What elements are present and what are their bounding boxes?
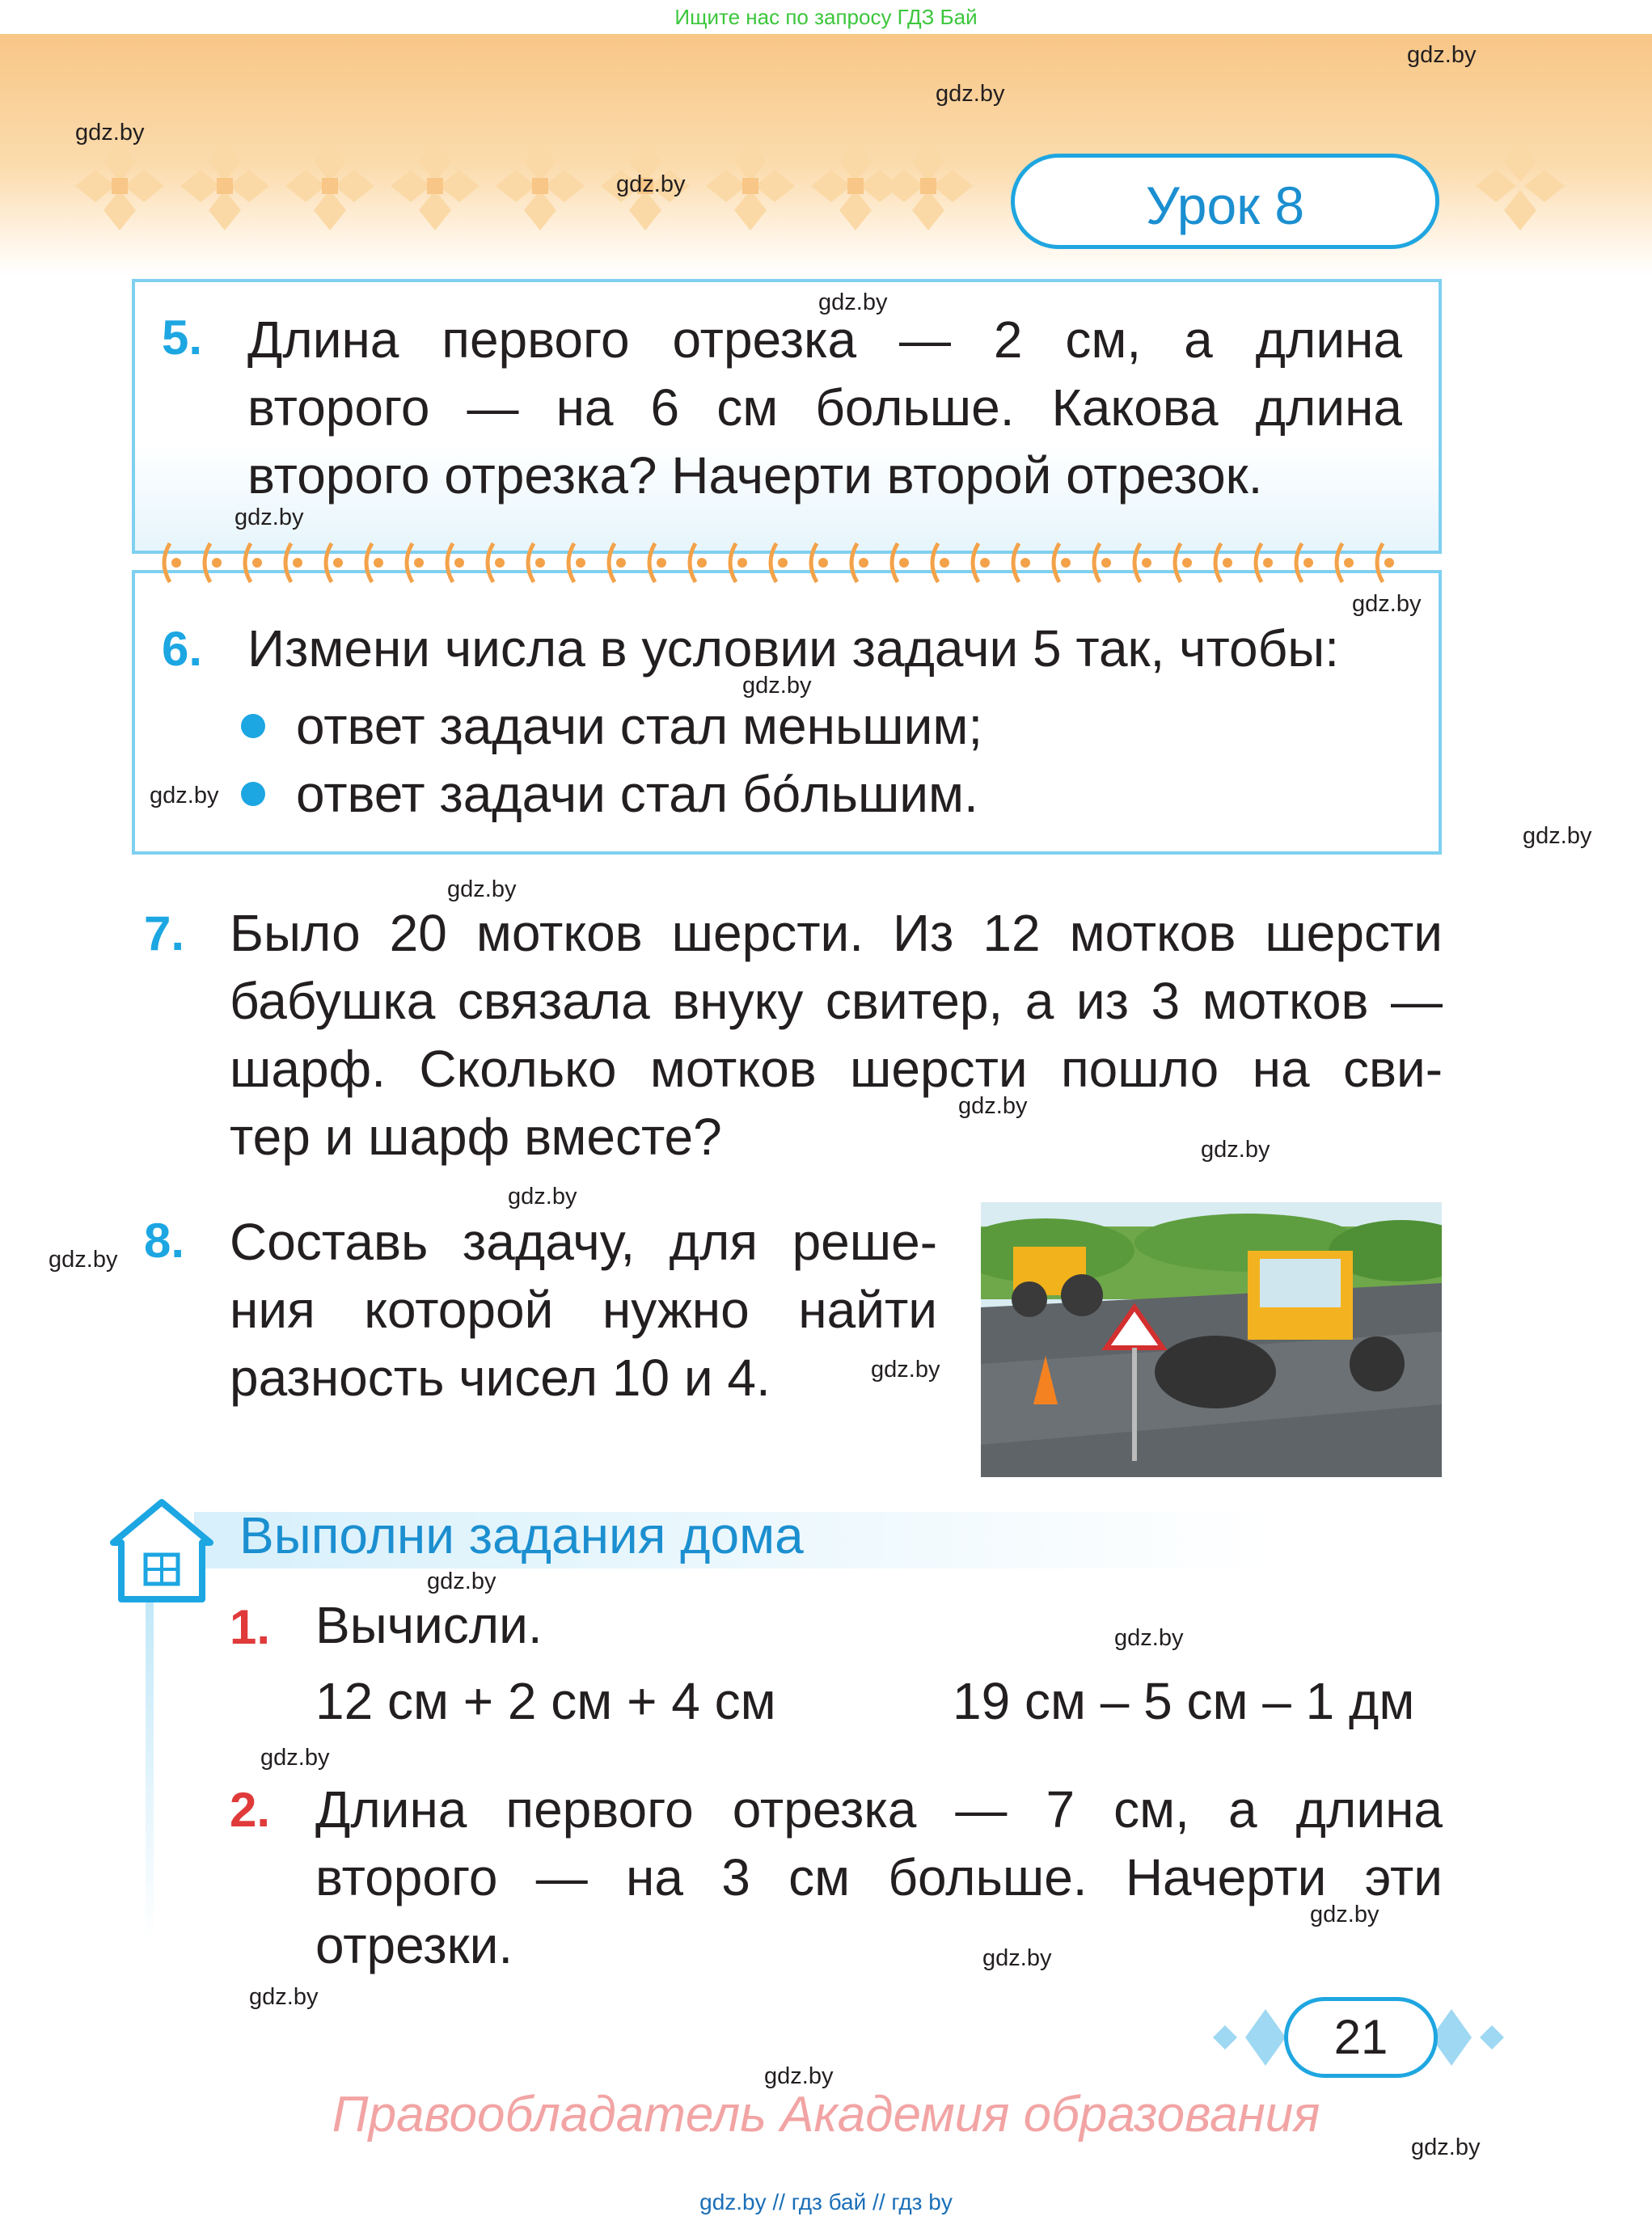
page-number: 21 [1284, 1997, 1438, 2078]
watermark: gdz.by [1310, 1902, 1379, 1927]
lesson-title: Урок 8 [1011, 154, 1439, 249]
task7-number: 7. [144, 906, 185, 961]
watermark: gdz.by [871, 1357, 940, 1383]
top-banner: Ищите нас по запросу ГДЗ Бай [674, 5, 978, 29]
watermark: gdz.by [1411, 2134, 1481, 2160]
watermark: gdz.by [958, 1093, 1028, 1119]
ornament-pattern [71, 137, 977, 234]
home-task2-line3: отрезки. [315, 1916, 513, 1974]
watermark: gdz.by [150, 783, 219, 809]
watermark: gdz.by [260, 1745, 330, 1771]
watermark: gdz.by [1201, 1137, 1270, 1163]
bullet-icon [241, 782, 265, 806]
copyright: Правообладатель Академия образования [332, 2087, 1320, 2143]
ornament-right [1464, 137, 1577, 234]
home-task1-number: 1. [230, 1600, 271, 1654]
watermark: gdz.by [75, 120, 145, 146]
home-section-title: Выполни задания дома [239, 1506, 804, 1564]
task6-number: 6. [162, 622, 203, 676]
watermark: gdz.by [1352, 591, 1422, 617]
house-icon [105, 1494, 218, 1607]
watermark: gdz.by [447, 876, 517, 902]
task7-line4: тер и шарф вместе? [230, 1108, 722, 1166]
task5-number: 5. [162, 310, 203, 365]
task8-line2: ния которой нужно найти [230, 1281, 937, 1339]
watermark: gdz.by [1523, 823, 1592, 849]
footer-links[interactable]: gdz.by // гдз бай // гдз by [699, 2189, 953, 2214]
watermark: gdz.by [818, 289, 888, 315]
watermark: gdz.by [764, 2063, 834, 2089]
watermark: gdz.by [616, 171, 686, 197]
home-task2-number: 2. [230, 1783, 271, 1837]
watermark: gdz.by [508, 1184, 577, 1210]
task7-line3: шарф. Сколько мотков шерсти пошло на сви- [230, 1040, 1443, 1098]
spiral-binding [154, 534, 1423, 590]
task5-line1: Длина первого отрезка — 2 см, а длина [247, 310, 1402, 369]
watermark: gdz.by [1407, 42, 1477, 68]
home-task1-expr2: 19 см – 5 см – 1 дм [953, 1672, 1415, 1730]
watermark: gdz.by [249, 1984, 319, 2010]
task8-line1: Составь задачу, для реше- [230, 1213, 937, 1271]
home-task1-title: Вычисли. [315, 1596, 543, 1654]
task6-bullet2: ответ задачи стал бо́льшим. [296, 765, 978, 823]
road-works-illustration [981, 1202, 1442, 1477]
task6-line: Измени числа в условии задачи 5 так, чтобы: [247, 619, 1340, 678]
watermark: gdz.by [234, 505, 304, 530]
watermark: gdz.by [936, 81, 1005, 107]
task8-number: 8. [144, 1214, 185, 1268]
task5-line2: второго — на 6 см больше. Какова длина [247, 378, 1402, 437]
watermark: gdz.by [982, 1945, 1052, 1971]
watermark: gdz.by [427, 1568, 496, 1594]
home-task2-line2: второго — на 3 см больше. Начерти эти [315, 1848, 1443, 1906]
task7-line2: бабушка связала внуку свитер, а из 3 мотков — [230, 972, 1443, 1030]
watermark: gdz.by [1114, 1625, 1184, 1651]
watermark: gdz.by [742, 673, 812, 699]
home-task1-expr1: 12 см + 2 см + 4 см [315, 1672, 776, 1730]
bullet-icon [241, 714, 265, 738]
task7-line1: Было 20 мотков шерсти. Из 12 мотков шерсти [230, 904, 1443, 962]
home-section-rule [146, 1585, 154, 1940]
task8-line3: разность чисел 10 и 4. [230, 1349, 771, 1407]
task6-bullet1: ответ задачи стал меньшим; [296, 697, 983, 755]
watermark: gdz.by [49, 1247, 118, 1273]
task5-line3: второго отрезка? Начерти второй отрезок. [247, 446, 1263, 505]
home-task2-line1: Длина первого отрезка — 7 см, а длина [315, 1780, 1443, 1839]
